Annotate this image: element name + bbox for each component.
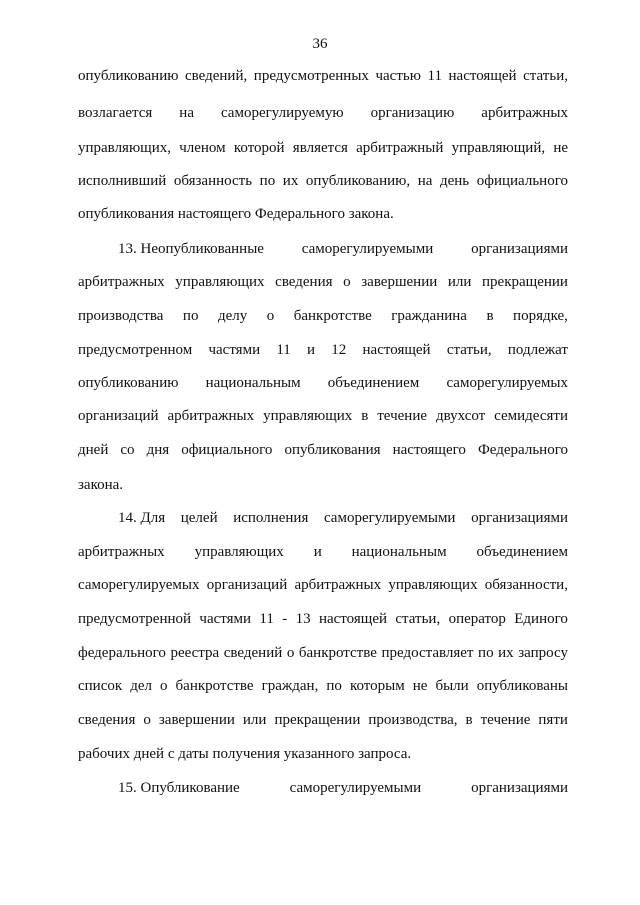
text-line [78, 139, 568, 157]
word: опубликования [284, 442, 381, 458]
page-number: 36 [312, 36, 328, 52]
word: 14. Для [118, 510, 166, 526]
word: банкротстве [175, 678, 254, 694]
word: является [292, 140, 348, 156]
word: исполнения [233, 510, 309, 526]
word: Федерального [477, 442, 568, 458]
word: их [498, 645, 514, 661]
text-line: закона. [78, 477, 124, 493]
word: статьи, [446, 342, 492, 358]
word: 11 [276, 342, 291, 358]
word: саморегулируемую [220, 105, 344, 121]
word: по [326, 678, 342, 694]
word: частями [199, 611, 252, 627]
word: двухсот [435, 408, 486, 424]
word: которым [349, 678, 405, 694]
word: пяти [538, 712, 568, 728]
word: саморегулируемыми [323, 510, 456, 526]
word: возлагается [78, 105, 153, 121]
word: на [417, 173, 433, 189]
text-line [78, 374, 568, 392]
word: сведения [275, 274, 333, 290]
word: прекращении [482, 274, 568, 290]
word: статьи, [523, 68, 568, 84]
word: 13 [295, 611, 311, 627]
word: и [307, 342, 316, 358]
word: делу [217, 308, 248, 324]
text-line [78, 441, 568, 459]
text-line [78, 644, 568, 662]
word: арбитражных [78, 544, 165, 560]
word: настоящего [392, 442, 466, 458]
word: гражданина [391, 308, 467, 324]
word: обязанности, [484, 577, 568, 593]
word: саморегулируемыми [301, 241, 434, 257]
word: в [465, 712, 473, 728]
word: запросу [518, 645, 568, 661]
word: настоящей [362, 342, 431, 358]
word: список [78, 678, 123, 694]
text-line [78, 104, 568, 122]
word: день [439, 173, 470, 189]
text-line: опубликования настоящего Федерального закона. [78, 206, 394, 222]
word: о [286, 645, 295, 661]
word: не [553, 140, 568, 156]
word: организациями [471, 780, 568, 796]
word: не [412, 678, 428, 694]
word: целей [180, 510, 218, 526]
word: предусмотренной [78, 611, 192, 627]
word: 13. Неопубликованные [118, 241, 264, 257]
word: объединением [476, 544, 568, 560]
word: саморегулируемых [78, 577, 200, 593]
word: сведений, [185, 68, 248, 84]
text-line [78, 677, 568, 695]
word: управляющих [194, 544, 284, 560]
word: и [313, 544, 322, 560]
word: национальным [351, 544, 447, 560]
word: управляющих, [78, 140, 171, 156]
word: - [282, 611, 288, 627]
word: течение [377, 408, 428, 424]
word: статьи, [395, 611, 441, 627]
word: управляющих [388, 577, 478, 593]
word: их [282, 173, 299, 189]
word: частью [375, 68, 421, 84]
word: прекращении [274, 712, 361, 728]
word: предусмотренных [253, 68, 369, 84]
word: дня [146, 442, 170, 458]
word: или [242, 712, 267, 728]
word: федерального [78, 645, 166, 661]
word: течение [480, 712, 531, 728]
text-line [78, 543, 568, 561]
word: управляющий, [451, 140, 546, 156]
text-line: рабочих дней с даты получения указанного запроса. [78, 746, 412, 762]
word: в [361, 408, 369, 424]
word: исполнивший [78, 173, 167, 189]
word: опубликованию, [305, 173, 411, 189]
text-line [78, 576, 568, 594]
word: арбитражных [167, 408, 255, 424]
word: обязанность [173, 173, 253, 189]
word: по [478, 645, 494, 661]
word: по [182, 308, 199, 324]
word: реестра [170, 645, 220, 661]
word: или [447, 274, 472, 290]
word: настоящей [318, 611, 388, 627]
word: граждан, [261, 678, 319, 694]
word: арбитражных [481, 105, 568, 121]
text-line [78, 711, 568, 729]
word: дел [130, 678, 152, 694]
word: по [259, 173, 276, 189]
text-line [78, 172, 568, 190]
word: сведений [223, 645, 283, 661]
word: завершении [158, 712, 235, 728]
word: 15. Опубликование [118, 780, 240, 796]
word: организаций [78, 408, 159, 424]
word: были [435, 678, 469, 694]
word: на [179, 105, 194, 121]
word: опубликованию [78, 375, 179, 391]
word: завершении [361, 274, 438, 290]
word: арбитражных [78, 274, 165, 290]
word: дней [78, 442, 109, 458]
word: 11 [259, 611, 274, 627]
text-line [78, 307, 568, 325]
word: официального [476, 173, 568, 189]
word: банкротстве [298, 645, 377, 661]
word: оператор [448, 611, 506, 627]
word: предусмотренном [78, 342, 193, 358]
word: о [343, 274, 351, 290]
word: управляющих [175, 274, 265, 290]
word: которой [233, 140, 285, 156]
word: о [143, 712, 151, 728]
word: сведения [78, 712, 136, 728]
text-line [78, 407, 568, 425]
word: саморегулируемыми [289, 780, 422, 796]
word: 12 [331, 342, 347, 358]
word: арбитражных [294, 577, 382, 593]
text-line [78, 341, 568, 359]
word: организаций [206, 577, 288, 593]
word: о [266, 308, 275, 324]
word: членом [179, 140, 226, 156]
text-line [118, 240, 568, 258]
word: настоящей [448, 68, 517, 84]
word: опубликованию [78, 68, 179, 84]
word: банкротстве [293, 308, 372, 324]
text-line [118, 509, 568, 527]
word: организациями [471, 510, 568, 526]
word: в [486, 308, 494, 324]
word: производства [78, 308, 164, 324]
word: организациями [471, 241, 568, 257]
word: опубликованы [476, 678, 568, 694]
word: о [160, 678, 168, 694]
word: организацию [370, 105, 455, 121]
word: частями [208, 342, 261, 358]
word: национальным [205, 375, 301, 391]
word: 11 [427, 68, 442, 84]
word: семидесяти [494, 408, 568, 424]
word: управляющих [263, 408, 353, 424]
word: предоставляет [381, 645, 474, 661]
text-line [78, 273, 568, 291]
word: объединением [327, 375, 420, 391]
text-line [78, 67, 568, 85]
word: порядке, [513, 308, 568, 324]
word: арбитражный [356, 140, 444, 156]
text-line [78, 610, 568, 628]
word: Единого [514, 611, 568, 627]
word: саморегулируемых [446, 375, 568, 391]
word: подлежат [507, 342, 568, 358]
word: официального [181, 442, 273, 458]
word: производства, [368, 712, 458, 728]
text-line [118, 779, 568, 797]
word: со [120, 442, 135, 458]
